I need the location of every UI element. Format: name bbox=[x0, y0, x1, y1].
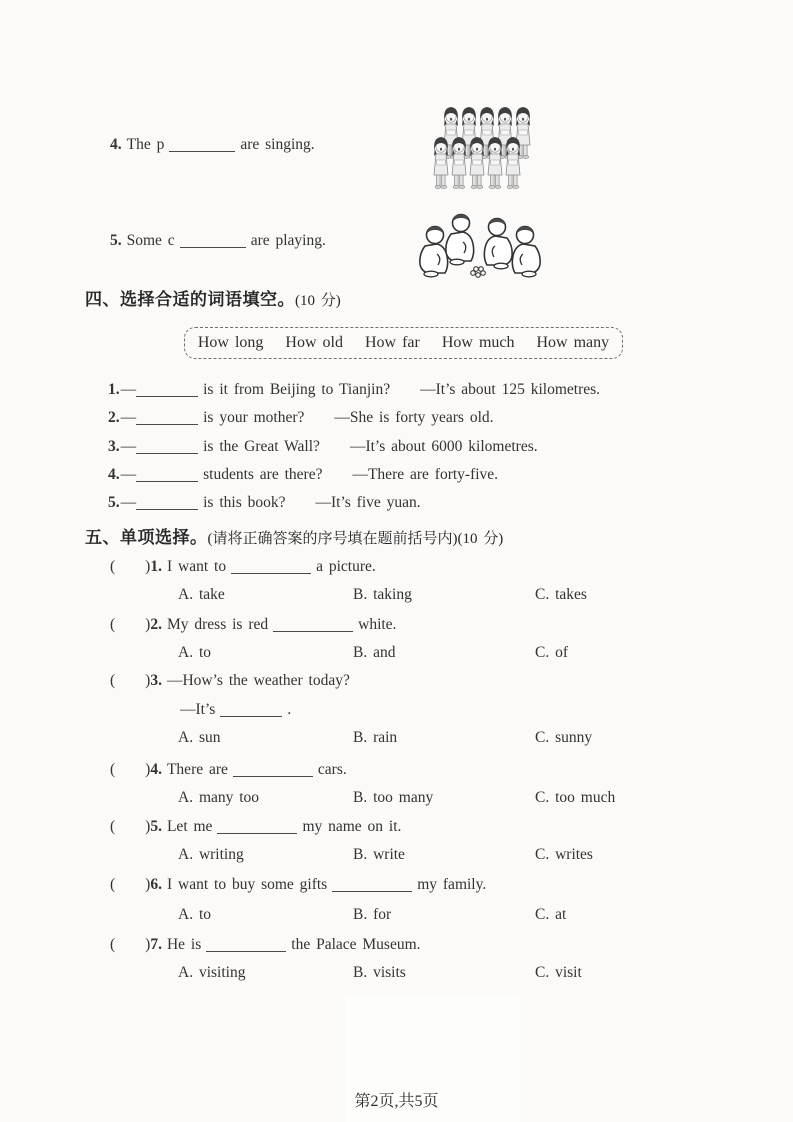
answer-blank bbox=[136, 467, 198, 482]
word-bank-item: How far bbox=[364, 334, 420, 351]
option-a: A. visiting bbox=[178, 964, 246, 981]
option-c: C. visit bbox=[535, 964, 582, 981]
section5-title-main: 五、单项选择。 bbox=[85, 528, 208, 547]
option-b: B. visits bbox=[353, 964, 406, 981]
choir-girls-singing-illustration bbox=[428, 104, 538, 190]
stem-post: white. bbox=[358, 616, 397, 633]
answer-blank bbox=[233, 762, 313, 777]
answer-blank bbox=[136, 439, 198, 454]
option-a: A. writing bbox=[178, 846, 244, 863]
word-bank-item: How much bbox=[441, 334, 515, 351]
stem-pre: My dress is red bbox=[166, 616, 269, 633]
option-a: A. many too bbox=[178, 789, 260, 806]
answer-bracket-open: ( bbox=[110, 761, 116, 778]
mc-question-2-options bbox=[178, 643, 568, 663]
word-bank-item: How many bbox=[536, 334, 610, 351]
mc-question-4-options bbox=[178, 788, 615, 808]
question-number: 1. bbox=[108, 381, 120, 398]
option-c: C. of bbox=[535, 644, 568, 661]
mc-question-6-options bbox=[178, 905, 566, 925]
question-text: is this book? bbox=[203, 494, 286, 511]
children-playing-illustration bbox=[417, 208, 541, 280]
option-b: B. rain bbox=[353, 729, 398, 746]
section4-score: (10 分) bbox=[295, 293, 341, 309]
item-text-pre: Some c bbox=[126, 232, 175, 249]
section4-title bbox=[85, 290, 341, 311]
stem-post: cars. bbox=[317, 761, 347, 778]
answer-blank bbox=[136, 382, 198, 397]
answer-bracket-close: ) bbox=[145, 818, 151, 835]
answer-blank bbox=[231, 559, 311, 574]
dash: — bbox=[120, 381, 137, 398]
option-c: C. takes bbox=[535, 586, 587, 603]
stem-pre: He is bbox=[166, 936, 202, 953]
answer-text: —She is forty years old. bbox=[334, 409, 494, 426]
stem-post: my name on it. bbox=[302, 818, 402, 835]
stem-line1: —How’s the weather today? bbox=[166, 672, 350, 689]
mc-question-1-options bbox=[178, 585, 587, 605]
answer-bracket-open: ( bbox=[110, 818, 116, 835]
answer-bracket-open: ( bbox=[110, 876, 116, 893]
mc-question-7-options bbox=[178, 963, 582, 983]
question-text: is your mother? bbox=[203, 409, 305, 426]
answer-bracket-open: ( bbox=[110, 672, 116, 689]
option-b: B. write bbox=[353, 846, 405, 863]
question-text: students are there? bbox=[203, 466, 323, 483]
page-footer: 第2页,共5页 bbox=[354, 1093, 439, 1110]
word-bank-item: How long bbox=[197, 334, 264, 351]
stem-pre: There are bbox=[166, 761, 228, 778]
answer-bracket-open: ( bbox=[110, 936, 116, 953]
word-bank-item: How old bbox=[285, 334, 343, 351]
dash: — bbox=[120, 438, 137, 455]
stem-pre: —It’s bbox=[180, 701, 216, 718]
answer-blank bbox=[220, 702, 282, 717]
question-number: 2. bbox=[108, 409, 120, 426]
section5-note: (请将正确答案的序号填在题前括号内)(10 分) bbox=[207, 531, 504, 547]
answer-bracket-close: ) bbox=[145, 616, 151, 633]
mc-question-7-stem bbox=[110, 935, 421, 955]
question-number: 4. bbox=[108, 466, 120, 483]
wordbank-question-4 bbox=[108, 465, 498, 485]
question-text: is the Great Wall? bbox=[203, 438, 320, 455]
question-number: 6. bbox=[150, 876, 162, 893]
question-number: 5. bbox=[108, 494, 120, 511]
section4-title-main: 四、选择合适的词语填空。 bbox=[85, 290, 295, 309]
answer-blank bbox=[206, 937, 286, 952]
answer-bracket-close: ) bbox=[145, 936, 151, 953]
question-number: 3. bbox=[150, 672, 162, 689]
stem-pre: I want to buy some gifts bbox=[166, 876, 328, 893]
wordbank-question-1 bbox=[108, 380, 600, 400]
mc-question-6-stem bbox=[110, 875, 486, 895]
answer-bracket-open: ( bbox=[110, 616, 116, 633]
question-text: is it from Beijing to Tianjin? bbox=[203, 381, 391, 398]
stem-pre: Let me bbox=[166, 818, 213, 835]
fill-item-5 bbox=[110, 231, 326, 251]
question-number: 4. bbox=[150, 761, 162, 778]
item-number: 5. bbox=[110, 232, 122, 249]
question-number: 5. bbox=[150, 818, 162, 835]
question-number: 7. bbox=[150, 936, 162, 953]
answer-bracket-close: ) bbox=[145, 558, 151, 575]
fill-item-4 bbox=[110, 135, 315, 155]
wordbank-question-5 bbox=[108, 493, 421, 513]
answer-blank bbox=[180, 233, 246, 248]
option-b: B. and bbox=[353, 644, 396, 661]
stem-pre: I want to bbox=[166, 558, 227, 575]
answer-text: —It’s five yuan. bbox=[315, 494, 421, 511]
mc-question-3-stem bbox=[110, 671, 350, 691]
stem-post: the Palace Museum. bbox=[291, 936, 421, 953]
mc-question-3-stem-line2 bbox=[180, 700, 291, 720]
mc-question-2-stem bbox=[110, 615, 396, 635]
stem-post: . bbox=[287, 701, 292, 718]
dash: — bbox=[120, 466, 137, 483]
item-text-post: are singing. bbox=[240, 136, 315, 153]
answer-text: —There are forty-five. bbox=[352, 466, 499, 483]
answer-blank bbox=[217, 819, 297, 834]
question-number: 2. bbox=[150, 616, 162, 633]
wordbank-question-3 bbox=[108, 437, 538, 457]
answer-blank bbox=[273, 617, 353, 632]
question-number: 1. bbox=[150, 558, 162, 575]
item-number: 4. bbox=[110, 136, 122, 153]
mc-question-5-options bbox=[178, 845, 593, 865]
answer-text: —It’s about 6000 kilometres. bbox=[349, 438, 538, 455]
answer-blank bbox=[136, 495, 198, 510]
marbles bbox=[471, 267, 486, 278]
option-c: C. writes bbox=[535, 846, 593, 863]
answer-blank bbox=[332, 877, 412, 892]
answer-bracket-close: ) bbox=[145, 672, 151, 689]
answer-blank bbox=[169, 137, 235, 152]
question-number: 3. bbox=[108, 438, 120, 455]
option-b: B. taking bbox=[353, 586, 412, 603]
option-c: C. too much bbox=[535, 789, 616, 806]
mc-question-4-stem bbox=[110, 760, 347, 780]
item-text-pre: The p bbox=[126, 136, 165, 153]
dash: — bbox=[120, 409, 137, 426]
option-a: A. to bbox=[178, 906, 211, 923]
answer-bracket-close: ) bbox=[145, 761, 151, 778]
option-b: B. too many bbox=[353, 789, 434, 806]
answer-blank bbox=[136, 410, 198, 425]
option-b: B. for bbox=[353, 906, 392, 923]
dash: — bbox=[120, 494, 137, 511]
option-a: A. sun bbox=[178, 729, 221, 746]
answer-bracket-close: ) bbox=[145, 876, 151, 893]
stem-post: a picture. bbox=[316, 558, 376, 575]
section5-title bbox=[85, 528, 503, 549]
item-text-post: are playing. bbox=[250, 232, 326, 249]
option-a: A. take bbox=[178, 586, 225, 603]
answer-text: —It’s about 125 kilometres. bbox=[420, 381, 601, 398]
stem-post: my family. bbox=[417, 876, 487, 893]
option-a: A. to bbox=[178, 644, 211, 661]
wordbank-question-2 bbox=[108, 408, 494, 428]
option-c: C. at bbox=[535, 906, 567, 923]
word-bank-box bbox=[184, 327, 623, 359]
option-c: C. sunny bbox=[535, 729, 593, 746]
mc-question-5-stem bbox=[110, 817, 401, 837]
mc-question-3-options bbox=[178, 728, 592, 748]
mc-question-1-stem bbox=[110, 557, 376, 577]
answer-bracket-open: ( bbox=[110, 558, 116, 575]
